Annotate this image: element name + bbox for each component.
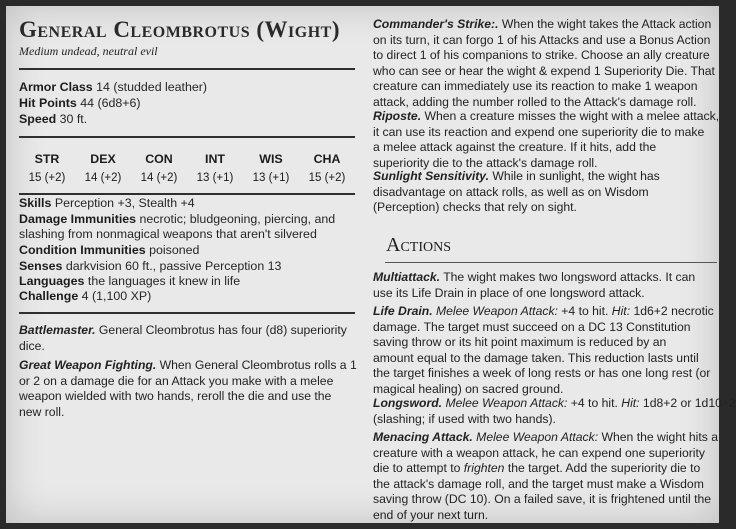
ability-cha: CHA 15 (+2): [308, 152, 346, 184]
divider: [19, 312, 355, 314]
trait-commanders-strike: Commander's Strike:. When the wight takes the Attack action on its turn, it can forgo 1 of his Attacks and use a Bonus Action to direct 1 of his companions to strike. Choose an ally creature who can see or hear the wight & expend 1 Superiority Die. That creature can immediately use its reaction to make 1 weapon attack, adding the number rolled to the Attack's damage roll.: [373, 17, 715, 109]
divider: [19, 136, 355, 138]
ability-con: CON 14 (+2): [140, 152, 178, 184]
creature-name: General Cleombrotus (Wight): [19, 17, 340, 42]
speed: Speed 30 ft.: [19, 112, 88, 126]
skills: Skills Perception +3, Stealth +4: [19, 196, 195, 210]
armor-class: Armor Class 14 (studded leather): [19, 80, 208, 94]
creature-type: Medium undead, neutral evil: [19, 44, 158, 58]
damage-immunities-cont: slashing from nonmagical weapons that aren't silvered: [19, 227, 317, 241]
senses: Senses darkvision 60 ft., passive Perception 13: [19, 259, 282, 273]
ability-wis: WIS 13 (+1): [252, 152, 290, 184]
action-life-drain: Life Drain. Melee Weapon Attack: +4 to hit. Hit: 1d6+2 necrotic damage. The target must succeed on a DC 13 Constitution saving throw or its hit point maximum is reduced by an amount equal to the damage taken. This reduction lasts until the target finishes a week of long rests or has one long rest (or magical healing) on sacred ground.: [373, 304, 714, 396]
trait-sunlight-sensitivity: Sunlight Sensitivity. While in sunlight, the wight has disadvantage on attack rolls, as well as on Wisdom (Perception) checks that rely on sight.: [373, 169, 660, 215]
condition-immunities: Condition Immunities poisoned: [19, 243, 200, 257]
trait-battlemaster: Battlemaster. General Cleombrotus has four (d8) superiority dice.: [19, 323, 347, 353]
stat-block-page: [6, 6, 736, 523]
actions-divider: [385, 262, 717, 263]
action-menacing-attack: Menacing Attack. Melee Weapon Attack: When the wight hits a creature with a weapon attack, he can expend one superiority die to attempt to frighten the target. Add the superiority die to the attack's damage roll, and the target must make a Wisdom saving throw (DC 10). On a failed save, it is frightened until the end of your next turn.: [373, 430, 719, 522]
challenge: Challenge 4 (1,100 XP): [19, 289, 152, 303]
ability-str: STR 15 (+2): [28, 152, 66, 184]
divider: [19, 68, 355, 70]
actions-heading: Actions: [386, 234, 452, 256]
action-longsword: Longsword. Melee Weapon Attack: +4 to hit. Hit: 1d8+2 or 1d10+2 (slashing; if used with two hands).: [373, 396, 736, 426]
hit-points: Hit Points 44 (6d8+6): [19, 96, 141, 110]
trait-great-weapon-fighting: Great Weapon Fighting. When General Cleombrotus rolls a 1 or 2 on a damage die for an Attack you make with a melee weapon wielded with two hands, reroll the die and use the new roll.: [19, 358, 357, 419]
languages: Languages the languages it knew in life: [19, 274, 241, 288]
action-multiattack: Multiattack. The wight makes two longsword attacks. It can use its Life Drain in place of one longsword attack.: [373, 270, 696, 300]
ability-dex: DEX 14 (+2): [84, 152, 122, 184]
trait-riposte: Riposte. When a creature misses the wight with a melee attack, it can use its reaction and expend one superiority die to make a melee attack against the creature. If it hits, add the superiority die to the attack's damage roll.: [373, 109, 720, 170]
damage-immunities: Damage Immunities necrotic; bludgeoning, piercing, and: [19, 212, 336, 226]
divider: [19, 193, 355, 195]
ability-int: INT 13 (+1): [196, 152, 234, 184]
